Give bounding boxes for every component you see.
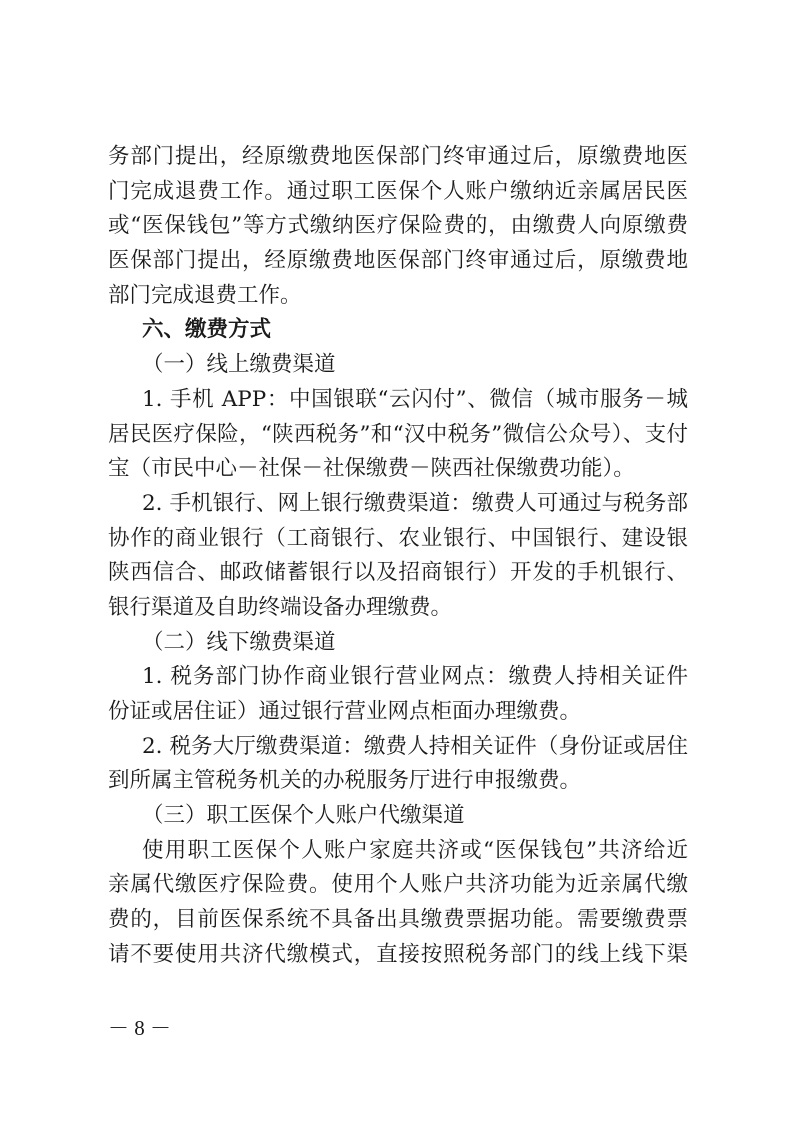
subsection-heading: （一）线上缴费渠道 [142, 352, 336, 378]
body-line: 协作的商业银行（工商银行、农业银行、中国银行、建设银 [108, 525, 688, 551]
body-line: 到所属主管税务机关的办税服务厅进行申报缴费。 [108, 768, 582, 794]
body-line: 银行渠道及自助终端设备办理缴费。 [108, 594, 453, 620]
body-line: 宝（市民中心－社保－社保缴费－陕西社保缴费功能）。 [108, 456, 635, 482]
body-line: 门完成退费工作。通过职工医保个人账户缴纳近亲属居民医 [108, 178, 688, 204]
body-line: 或“医保钱包”等方式缴纳医疗保险费的，由缴费人向原缴费 [108, 213, 688, 239]
body-line: 1. 手机 APP：中国银联“云闪付”、微信（城市服务－城 [142, 386, 688, 412]
body-line: 居民医疗保险，“陕西税务”和“汉中税务”微信公众号）、支付 [108, 421, 688, 447]
body-line: 1. 税务部门协作商业银行营业网点：缴费人持相关证件 [142, 664, 688, 690]
body-line: 份证或居住证）通过银行营业网点柜面办理缴费。 [108, 699, 582, 724]
body-line: 2. 税务大厅缴费渠道：缴费人持相关证件（身份证或居住 [142, 733, 688, 759]
body-line: 部门完成退费工作。 [108, 282, 302, 308]
body-line: 使用职工医保个人账户家庭共济或“医保钱包”共济给近 [142, 837, 688, 863]
body-line: 费的，目前医保系统不具备出具缴费票据功能。需要缴费票 [108, 907, 688, 933]
page-number: － 8 － [108, 1016, 171, 1040]
body-line: 亲属代缴医疗保险费。使用个人账户共济功能为近亲属代缴 [108, 872, 688, 898]
body-line: 医保部门提出，经原缴费地医保部门终审通过后，原缴费地 [108, 248, 688, 274]
document-body [108, 140, 688, 973]
section-heading: 六、缴费方式 [142, 317, 272, 343]
body-line: 2. 手机银行、网上银行缴费渠道：缴费人可通过与税务部 [142, 490, 688, 516]
subsection-heading: （二）线下缴费渠道 [142, 629, 336, 655]
body-line: 陕西信合、邮政储蓄银行以及招商银行）开发的手机银行、 [108, 560, 688, 586]
body-line: 务部门提出，经原缴费地医保部门终审通过后，原缴费地医 [108, 144, 688, 169]
body-line: 请不要使用共济代缴模式，直接按照税务部门的线上线下渠 [108, 941, 688, 967]
subsection-heading: （三）职工医保个人账户代缴渠道 [142, 803, 465, 829]
